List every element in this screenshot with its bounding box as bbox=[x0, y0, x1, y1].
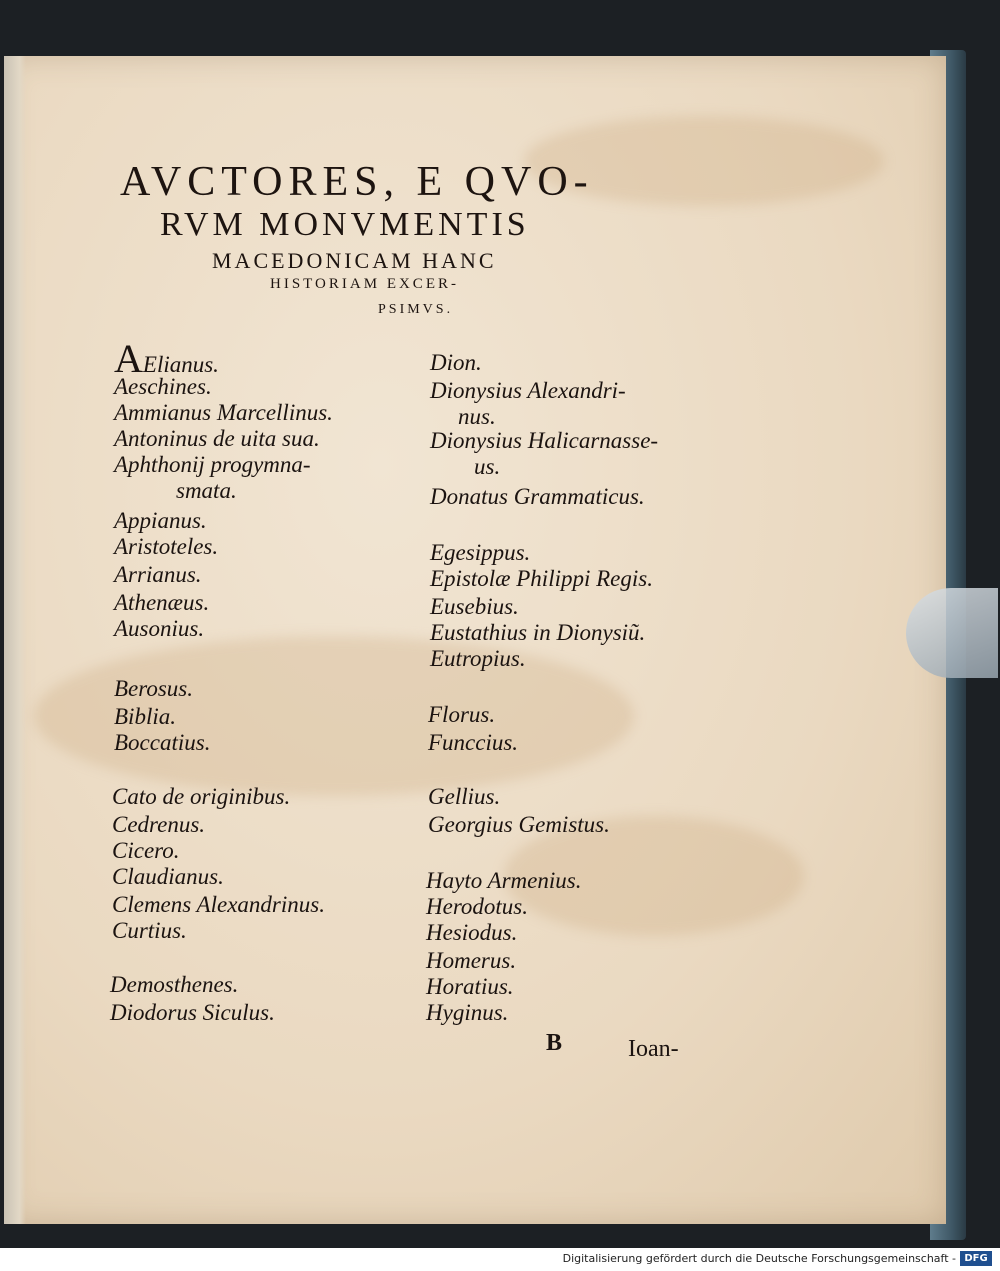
author-entry: Egesippus. bbox=[430, 540, 531, 565]
author-entry: Cedrenus. bbox=[112, 812, 206, 837]
author-entry: Dionysius Halicarnasse- bbox=[430, 428, 659, 453]
author-entry: Eusebius. bbox=[430, 594, 519, 619]
author-entry: Athenæus. bbox=[114, 590, 210, 615]
author-entry: Diodorus Siculus. bbox=[110, 1000, 275, 1025]
author-entry: Donatus Grammaticus. bbox=[430, 484, 645, 509]
author-entry: Ammianus Marcellinus. bbox=[114, 400, 333, 425]
author-entry: Florus. bbox=[428, 702, 496, 727]
signature-mark: B bbox=[546, 1030, 563, 1056]
author-entry: Antoninus de uita sua. bbox=[114, 426, 320, 451]
author-entry: Eutropius. bbox=[430, 646, 526, 671]
footer-bar bbox=[0, 1248, 1000, 1271]
author-entry: Cato de originibus. bbox=[112, 784, 291, 809]
author-entry: Horatius. bbox=[426, 974, 514, 999]
author-entry: nus. bbox=[458, 404, 496, 429]
dfg-logo[interactable]: DFG bbox=[960, 1251, 992, 1266]
author-entry: Boccatius. bbox=[114, 730, 211, 755]
author-entry: Hesiodus. bbox=[426, 920, 518, 945]
title-line-5: PSIMVS. bbox=[378, 302, 454, 317]
drop-cap: A bbox=[114, 336, 143, 381]
author-entry: Georgius Gemistus. bbox=[428, 812, 610, 837]
author-entry: Demosthenes. bbox=[110, 972, 239, 997]
catchword: Ioan- bbox=[628, 1036, 679, 1062]
title-line-3: MACEDONICAM HANC bbox=[212, 248, 497, 273]
author-entry: Herodotus. bbox=[426, 894, 529, 919]
author-entry: Arrianus. bbox=[114, 562, 202, 587]
author-entry: Ausonius. bbox=[114, 616, 205, 641]
author-entry: Claudianus. bbox=[112, 864, 224, 889]
author-entry: Cicero. bbox=[112, 838, 180, 863]
author-entry: smata. bbox=[176, 478, 237, 503]
author-entry: Aphthonij progymna- bbox=[114, 452, 311, 477]
title-line-1: AVCTORES, E QVO- bbox=[120, 159, 594, 205]
author-entry: Eustathius in Dionysiũ. bbox=[430, 620, 646, 645]
author-entry: Appianus. bbox=[114, 508, 207, 533]
author-entry: us. bbox=[474, 454, 501, 479]
author-entry: Homerus. bbox=[426, 948, 517, 973]
page-curl-shadow bbox=[4, 56, 26, 1224]
author-entry: Aeschines. bbox=[114, 374, 212, 399]
author-entry: Curtius. bbox=[112, 918, 187, 943]
author-entry: Dionysius Alexandri- bbox=[430, 378, 626, 403]
author-entry: Hyginus. bbox=[426, 1000, 509, 1025]
author-entry: AElianus. bbox=[114, 336, 219, 381]
footer-credit: Digitalisierung gefördert durch die Deutsche Forschungsgemeinschaft - bbox=[562, 1252, 956, 1265]
author-entry: Funccius. bbox=[428, 730, 519, 755]
page-clip-tab bbox=[906, 588, 998, 678]
author-entry: Dion. bbox=[430, 350, 482, 375]
author-entry: Aristoteles. bbox=[114, 534, 219, 559]
author-entry: Epistolæ Philippi Regis. bbox=[430, 566, 653, 591]
title-line-4: HISTORIAM EXCER- bbox=[270, 276, 459, 292]
author-entry: Gellius. bbox=[428, 784, 501, 809]
author-entry: Clemens Alexandrinus. bbox=[112, 892, 325, 917]
author-entry: Berosus. bbox=[114, 676, 194, 701]
author-entry: Hayto Armenius. bbox=[426, 868, 582, 893]
title-line-2: RVM MONVMENTIS bbox=[160, 206, 530, 243]
author-entry: Biblia. bbox=[114, 704, 176, 729]
